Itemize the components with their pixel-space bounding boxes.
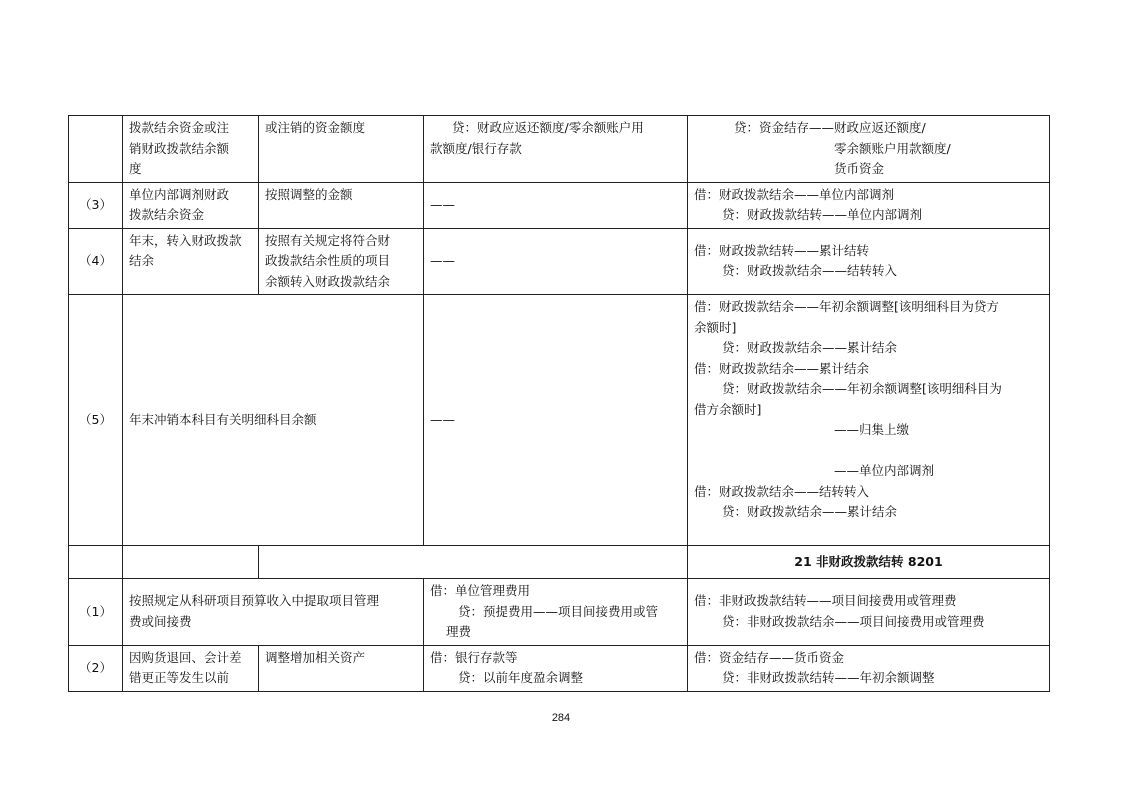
budget-entry-cell: 贷：财政应返还额度/零余额账户用 款额度/银行存款 bbox=[424, 116, 688, 183]
business-cell: 年末冲销本科目有关明细科目余额 bbox=[123, 295, 424, 546]
table-row bbox=[69, 546, 1050, 579]
row-number bbox=[69, 546, 123, 579]
business-cell: 拨款结余资金或注 销财政拨款结余额 度 bbox=[123, 116, 259, 183]
accounting-table bbox=[68, 115, 1050, 692]
empty-cell bbox=[259, 546, 688, 579]
budget-entry-cell: 借：银行存款等 贷：以前年度盈余调整 bbox=[424, 645, 688, 691]
table-row bbox=[69, 579, 1050, 646]
financial-entry-cell: 借：资金结存——货币资金 贷：非财政拨款结转——年初余额调整 bbox=[688, 645, 1050, 691]
row-number: （2） bbox=[69, 645, 123, 691]
financial-entry-cell: 借：财政拨款结余——单位内部调剂 贷：财政拨款结转——单位内部调剂 bbox=[688, 182, 1050, 228]
table-row bbox=[69, 645, 1050, 691]
table-row bbox=[69, 228, 1050, 295]
table-row bbox=[69, 116, 1050, 183]
financial-entry-cell: 借：财政拨款结余——年初余额调整[该明细科目为贷方 余额时] 贷：财政拨款结余——累计结余 借：财政拨款结余——累计结余 贷：财政拨款结余——年初余额调整[该明细科目为 借方余额时] ——归集上缴 ——单位内部调剂 借：财政拨款结余——结转转入 贷：财政拨款结余——累计结余 bbox=[688, 295, 1050, 546]
business-cell: 按照规定从科研项目预算收入中提取项目管理 费或间接费 bbox=[123, 579, 424, 646]
table-row bbox=[69, 295, 1050, 546]
page-number: 284 bbox=[551, 712, 571, 724]
row-number: （4） bbox=[69, 228, 123, 295]
financial-entry-cell: 借：财政拨款结转——累计结转 贷：财政拨款结余——结转转入 bbox=[688, 228, 1050, 295]
section-title: 21 非财政拨款结转 8201 bbox=[688, 546, 1050, 579]
financial-entry-cell: 贷：资金结存——财政应返还额度/ 零余额账户用款额度/ 货币资金 bbox=[688, 116, 1050, 183]
budget-entry-cell: —— bbox=[424, 182, 688, 228]
row-number: （1） bbox=[69, 579, 123, 646]
content-cell: 或注销的资金额度 bbox=[259, 116, 424, 183]
row-number bbox=[69, 116, 123, 183]
content-cell: 按照调整的金额 bbox=[259, 182, 424, 228]
financial-entry-cell: 借：非财政拨款结转——项目间接费用或管理费 贷：非财政拨款结余——项目间接费用或管理费 bbox=[688, 579, 1050, 646]
business-cell: 年末，转入财政拨款 结余 bbox=[123, 228, 259, 295]
budget-entry-cell: 借：单位管理费用 贷：预提费用——项目间接费用或管 理费 bbox=[424, 579, 688, 646]
row-number: （5） bbox=[69, 295, 123, 546]
table-row bbox=[69, 182, 1050, 228]
budget-entry-cell: —— bbox=[424, 228, 688, 295]
business-cell: 单位内部调剂财政 拨款结余资金 bbox=[123, 182, 259, 228]
business-cell: 因购货退回、会计差 错更正等发生以前 bbox=[123, 645, 259, 691]
budget-entry-cell: —— bbox=[424, 295, 688, 546]
empty-cell bbox=[123, 546, 259, 579]
content-cell: 按照有关规定将符合财 政拨款结余性质的项目 余额转入财政拨款结余 bbox=[259, 228, 424, 295]
row-number: （3） bbox=[69, 182, 123, 228]
content-cell: 调整增加相关资产 bbox=[259, 645, 424, 691]
